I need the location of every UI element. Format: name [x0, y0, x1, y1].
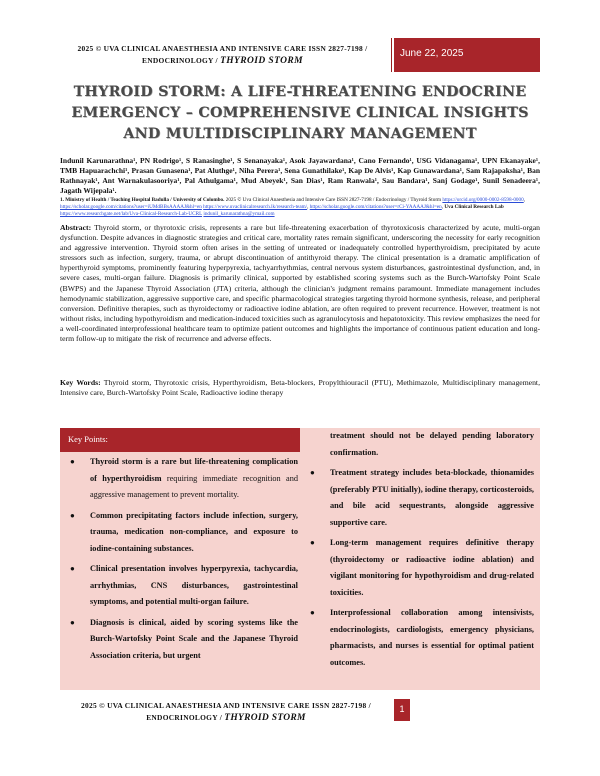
key-points-right-column — [308, 428, 534, 675]
scholar-link-2[interactable]: https://scholar.google.com/citations?user=rCi-YAAAAJ&hl=en — [309, 204, 442, 210]
orcid-link[interactable]: https://orcid.org/0000-0002-8598-0000 — [442, 197, 524, 203]
page-number: 1 — [394, 699, 410, 721]
article-title: THYROID STORM: A LIFE-THREATENING ENDOCRINE EMERGENCY – COMPREHENSIVE CLINICAL INSIGHTS AND MULTIDISCIPLINARY MANAGEMENT — [71, 84, 529, 142]
key-points-box — [60, 428, 540, 690]
list-item: ● Interprofessional collaboration among intensivists, endocrinologists, cardiologists, emergency physicians, pharmacists, and nurses is essential for optimal patient outcomes. — [308, 605, 534, 671]
bullet-icon: ● — [70, 457, 75, 466]
abstract-label: Abstract: — [60, 223, 92, 232]
list-item: ● Long-term management requires definitive therapy (thyroidectomy or radioactive iodine ablation) and vigilant monitoring for hypothyroidism and drug-related toxicities. — [308, 535, 534, 601]
publication-date: June 22, 2025 — [394, 38, 540, 72]
affiliation-label: Ministry of Health / Teaching Hospital Badulla / University of Colombo. — [65, 197, 225, 203]
bullet-icon: ● — [310, 538, 315, 547]
email-link[interactable]: indunil_karunarathna@ymail.com — [203, 211, 275, 217]
affiliation-number: 1. — [60, 197, 64, 203]
key-points-heading: Key Points: — [60, 428, 300, 452]
header-line1: 2025 © UVA CLINICAL ANAESTHESIA AND INTENSIVE CARE ISSN 2827-7198 / — [77, 44, 368, 53]
key-points-left-column — [68, 454, 298, 668]
footer-line2: ENDOCRINOLOGY / — [146, 713, 225, 722]
list-item: ● Common precipitating factors include infection, surgery, trauma, medication non-compliance, and exposure to iodine-containing substances. — [68, 508, 298, 558]
list-item: ● Thyroid storm is a rare but life-threatening complication of hyperthyroidism requiring immediate recognition and aggressive management to prevent mortality. — [68, 454, 298, 504]
research-lab-label: Uva Clinical Research Lab — [444, 204, 504, 210]
bullet-icon: ● — [70, 510, 75, 520]
scholar-link[interactable]: https://scholar.google.com/citations?user=iUMdBBsAAAAJ&hl=en — [60, 204, 202, 210]
abstract-text: Thyroid storm, or thyrotoxic crisis, represents a rare but life-threatening exacerbation of thyrotoxicosis characterized by acute, multi-organ dysfunction. Despite advances in diagnostic strategies and critical care, mortality rates remain significant, underscoring the necessity for early recognition and aggressive intervention. Thyroid storm often arises in the setting of untreated or inadequately controlled hyperthyroidism, precipitated by acute stressors such as infection, surgery, trauma, or abrupt discontinuation of antithyroid therapy. The clinical presentation is a dramatic amplification of hyperthyroid symptoms, prominently featuring hyperpyrexia, tachyarrhythmias, central nervous system disturbances, gastrointestinal dysfunction, and, in severe cases, multi-organ failure. Diagnosis is primarily clinical, supported by established scoring systems such as the Burch-Wartofsky Point Scale (BWPS) and the Japanese Thyroid Association (JTA) criteria, although the clinician's judgment remains paramount. Immediate management includes hemodynamic stabilization, aggressive supportive care, and specific pharmacological strategies targeting thyroid hormone synthesis, release, and peripheral conversion. Definitive therapies, such as thyroidectomy or radioactive iodine ablation, are often required to prevent recurrence. However, treatment is not without risks, including hypothyroidism and medication-induced toxicities such as agranulocytosis and hepatotoxicity. This review emphasizes the need for a well-coordinated interprofessional healthcare team to optimize patient outcomes and highlights the importance of continuous patient education and long-term follow-up to mitigate the risk of recurrence and adverse effects. — [60, 223, 540, 344]
list-item-continuation: treatment should not be delayed pending laboratory confirmation. — [330, 431, 534, 457]
author-list: Indunil Karunarathna¹, PN Rodrigo¹, S Ranasinghe¹, S Senanayaka¹, Asok Jayawardana¹, Cano Fernando¹, USG Vidanagama¹, UPN Ekanayake¹, TMB Hapuarachchi¹, Prasan Gunasena¹, Pat Aluthge¹, Niha Perera¹, Sena Gunathilake¹, Kap De Alvis¹, Kap Gunawardana¹, Sam Rajapaksha¹, Ban Rathnayak¹, Ant Warnakulasooriya¹, Pal Athulgama¹, Mud Abeyek¹, San Dias¹, Ram Ranwala¹, Sau Bandara¹, Sanj Godage¹, Sunil Senadeera¹, Jagath Wijepala¹. — [60, 156, 540, 195]
bullet-icon: ● — [310, 608, 315, 617]
header-line2: ENDOCRINOLOGY / — [142, 56, 221, 65]
bullet-icon: ● — [70, 564, 75, 573]
list-item: ● Diagnosis is clinical, aided by scoring systems like the Burch-Wartofsky Point Scale and the Japanese Thyroid Association criteria, but urgent — [68, 615, 298, 665]
bullet-icon: ● — [70, 617, 75, 627]
copyright-line: 2025 © Uva Clinical Anaesthesia and Intensive Care ISSN 2827-7198 / Endocrinology / Thyroid Storm — [225, 197, 442, 203]
footer-journal-name: THYROID STORM — [224, 713, 306, 723]
research-team-link[interactable]: https://www.uvaclinicalresearch.lk/research-team/ — [203, 204, 308, 210]
list-item: ● Clinical presentation involves hyperpyrexia, tachycardia, arrhythmias, CNS disturbances, gastrointestinal symptoms, and potential multi-organ failure. — [68, 561, 298, 611]
keywords-text: Thyroid storm, Thyrotoxic crisis, Hyperthyroidism, Beta-blockers, Propylthiouracil (PTU), Methimazole, Multidisciplinary management, Intensive care, Burch-Wartofsky Point Scale, Radioactive iodine therapy — [60, 378, 540, 398]
bullet-icon: ● — [310, 468, 315, 477]
page-footer — [60, 695, 540, 729]
abstract — [60, 223, 540, 344]
header-journal-name: THYROID STORM — [220, 56, 303, 66]
journal-header — [60, 38, 392, 72]
researchgate-link[interactable]: https://www.researchgate.net/lab/Uva-Clinical-Research-Lab-UCRL — [60, 211, 203, 217]
affiliation-block: 1. Ministry of Health / Teaching Hospital Badulla / University of Colombo. 2025 © Uva Clinical Anaesthesia and Intensive Care ISSN 2827-7198 / Endocrinology / Thyroid Storm https://orcid.org/0000-0002-8598-0000, https://scholar.google.com/citations?user=iUMdBBsAAAAJ&hl=en https://www.uvaclinicalresearch.lk/research-team/, https://scholar.google.com/citations?user=rCi-YAAAAJ&hl=en, Uva Clinical Research Lab https://www.researchgate.net/lab/Uva-Clinical-Research-Lab-UCRL indunil_karunarathna@ymail.com — [60, 197, 526, 217]
list-item: ● Treatment strategy includes beta-blockade, thionamides (preferably PTU initially), iodine therapy, corticosteroids, and bile acid sequestrants, alongside aggressive supportive care. — [308, 465, 534, 531]
footer-line1: 2025 © UVA CLINICAL ANAESTHESIA AND INTENSIVE CARE ISSN 2827-7198 / — [81, 701, 371, 710]
footer-journal — [60, 695, 392, 729]
page-header — [60, 38, 540, 72]
keywords-label: Key Words: — [60, 378, 101, 387]
keywords — [60, 378, 540, 398]
